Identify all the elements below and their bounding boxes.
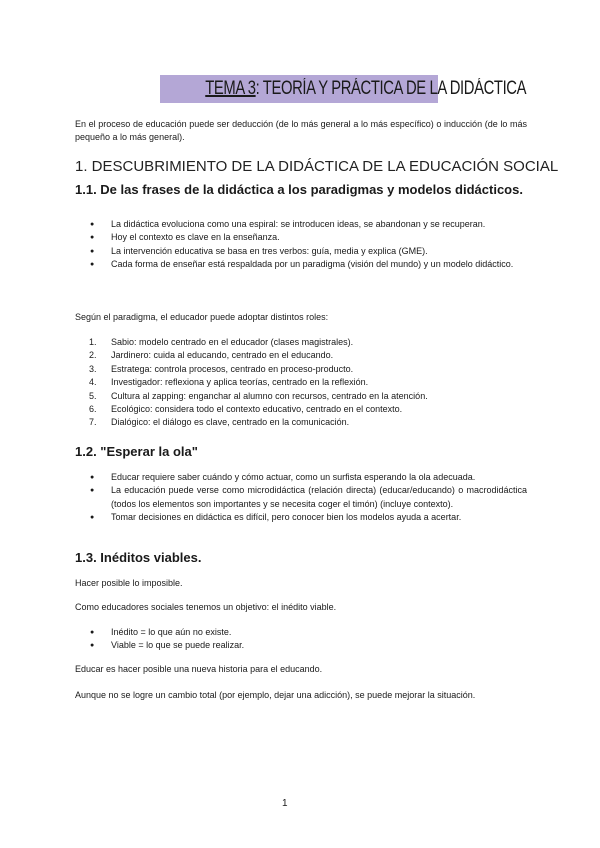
bullet-list: [75, 626, 527, 653]
subsection-heading: 1.2. "Esperar la ola": [75, 444, 198, 459]
list-item: 6. Ecológico: considera todo el contexto educativo, centrado en el contexto.: [89, 404, 403, 415]
paragraph: Educar es hacer posible una nueva historia para el educando.: [75, 664, 323, 674]
subsection-heading: 1.1. De las frases de la didáctica a los paradigmas y modelos didácticos.: [75, 182, 523, 197]
list-item: ● Hoy el contexto es clave en la enseñanza.: [90, 232, 280, 243]
list-item: ● Cada forma de enseñar está respaldada por un paradigma (visión del mundo) y un modelo didáctico.: [90, 259, 514, 270]
paragraph: Aunque no se logre un cambio total (por ejemplo, dejar una adicción), se puede mejorar la situación.: [75, 690, 476, 700]
list-item: ● Inédito = lo que aún no existe.: [90, 627, 232, 637]
list-item: ● La intervención educativa se basa en tres verbos: guía, media y explica (GME).: [90, 245, 428, 256]
list-item: 3. Estratega: controla procesos, centrado en proceso-producto.: [89, 363, 354, 374]
section-heading: 1. DESCUBRIMIENTO DE LA DIDÁCTICA DE LA EDUCACIÓN SOCIAL: [75, 158, 559, 175]
paragraph: Como educadores sociales tenemos un objetivo: el inédito viable.: [75, 602, 337, 612]
list-item: 4. Investigador: reflexiona y aplica teorías, centrado en la reflexión.: [89, 377, 369, 388]
bullet-list: [75, 218, 527, 272]
roles-intro: Según el paradigma, el educador puede adoptar distintos roles:: [75, 312, 329, 322]
bullet-list: [75, 471, 527, 525]
roles-list: [75, 336, 527, 430]
title-rest: : TEORÍA Y PRÁCTICA DE LA DIDÁCTICA: [255, 78, 527, 99]
subsection-heading: 1.3. Inéditos viables.: [75, 550, 202, 565]
page-title: [160, 75, 527, 103]
list-item: ● Viable = lo que se puede realizar.: [90, 640, 245, 651]
paragraph: Hacer posible lo imposible.: [75, 578, 183, 588]
list-item: 1. Sabio: modelo centrado en el educador (clases magistrales).: [89, 337, 354, 347]
list-item: ● La educación puede verse como microdidáctica (relación directa) (educar/educando) o macrodidáctica (todos los elementos son importantes y se necesita coger el timón) (incluye contexto).: [90, 485, 527, 509]
list-item: 7. Dialógico: el diálogo es clave, centrado en la comunicación.: [89, 417, 350, 428]
list-item: ● Tomar decisiones en didáctica es difícil, pero conocer bien los modelos ayuda a acertar.: [90, 512, 462, 523]
title-prefix: TEMA 3: [205, 78, 256, 99]
list-item: 2. Jardinero: cuida al educando, centrado en el educando.: [89, 350, 334, 361]
intro-paragraph: En el proceso de educación puede ser deducción (de lo más general a lo más específico) o inducción (de lo más pequeño a lo más general).: [75, 119, 527, 143]
list-item: 5. Cultura al zapping: enganchar al alumno con recursos, centrado en la atención.: [89, 390, 428, 401]
list-item: ● La didáctica evoluciona como una espiral: se introducen ideas, se abandonan y se recuperan.: [90, 219, 486, 229]
page-number: 1: [282, 798, 288, 809]
list-item: ● Educar requiere saber cuándo y cómo actuar, como un surfista esperando la ola adecuada.: [90, 472, 476, 482]
